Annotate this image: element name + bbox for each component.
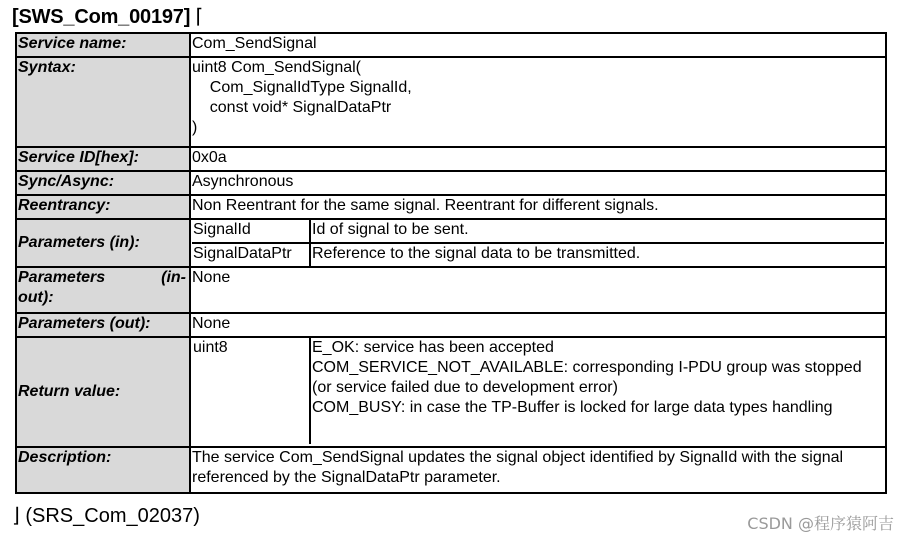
label-sync-async: Sync/Async: xyxy=(16,171,190,195)
return-line-1: E_OK: service has been accepted xyxy=(312,339,554,356)
syntax-line-2: Com_SignalIdType SignalId, xyxy=(192,79,412,96)
row-service-id xyxy=(16,147,886,171)
param-name: SignalId xyxy=(192,220,310,243)
value-return-value xyxy=(190,337,886,447)
value-reentrancy: Non Reentrant for the same signal. Reentrant for different signals. xyxy=(190,195,886,219)
return-row xyxy=(192,338,884,444)
row-service-name xyxy=(16,33,886,57)
row-sync-async xyxy=(16,171,886,195)
value-description: The service Com_SendSignal updates the signal object identified by SignalId with the signal referenced by the SignalDataPtr parameter. xyxy=(190,447,886,493)
label-return-value: Return value: xyxy=(16,337,190,447)
row-parameters-out xyxy=(16,313,886,337)
value-parameters-inout: None xyxy=(190,267,886,313)
row-return-value xyxy=(16,337,886,447)
value-service-id: 0x0a xyxy=(190,147,886,171)
label-syntax: Syntax: xyxy=(16,57,190,147)
label-parameters-inout-right: (in- xyxy=(161,269,186,286)
param-name: SignalDataPtr xyxy=(192,243,310,266)
row-parameters-inout xyxy=(16,267,886,313)
value-service-name: Com_SendSignal xyxy=(190,33,886,57)
row-syntax xyxy=(16,57,886,147)
return-line-3: COM_BUSY: in case the TP-Buffer is locked for large data types handling xyxy=(312,399,833,416)
requirement-reference: ⌋ (SRS_Com_02037) xyxy=(12,505,200,527)
return-line-2: COM_SERVICE_NOT_AVAILABLE: corresponding I-PDU group was stopped (or service failed due to development error) xyxy=(312,359,862,396)
row-parameters-in xyxy=(16,219,886,267)
label-parameters-in: Parameters (in): xyxy=(16,219,190,267)
label-parameters-inout-line2: out): xyxy=(18,289,54,306)
value-parameters-out: None xyxy=(190,313,886,337)
value-parameters-in xyxy=(190,219,886,267)
param-desc: Id of signal to be sent. xyxy=(312,221,469,238)
watermark: CSDN @程序猿阿吉 xyxy=(747,514,894,533)
param-row xyxy=(192,220,884,243)
label-parameters-out: Parameters (out): xyxy=(16,313,190,337)
param-row xyxy=(192,243,884,266)
return-desc xyxy=(310,338,884,444)
param-desc: Reference to the signal data to be transmitted. xyxy=(310,243,884,266)
syntax-line-3: const void* SignalDataPtr xyxy=(192,99,392,116)
requirement-id xyxy=(12,4,203,29)
syntax-line-4: ) xyxy=(192,119,198,136)
return-value-table xyxy=(192,338,884,444)
label-service-id: Service ID[hex]: xyxy=(16,147,190,171)
row-reentrancy xyxy=(16,195,886,219)
label-reentrancy: Reentrancy: xyxy=(16,195,190,219)
label-parameters-inout xyxy=(16,267,190,313)
parameters-in-table xyxy=(192,220,884,266)
requirement-id-text: [SWS_Com_00197] xyxy=(12,6,191,28)
syntax-line-1: uint8 Com_SendSignal( xyxy=(192,59,361,76)
requirement-open-bracket: ⌈ xyxy=(195,6,204,28)
return-type: uint8 xyxy=(192,338,310,444)
row-description xyxy=(16,447,886,493)
label-description: Description: xyxy=(16,447,190,493)
value-syntax xyxy=(190,57,886,147)
label-parameters-inout-left: Parameters xyxy=(18,269,106,286)
label-service-name: Service name: xyxy=(16,33,190,57)
api-spec-table xyxy=(15,32,887,494)
value-sync-async: Asynchronous xyxy=(190,171,886,195)
